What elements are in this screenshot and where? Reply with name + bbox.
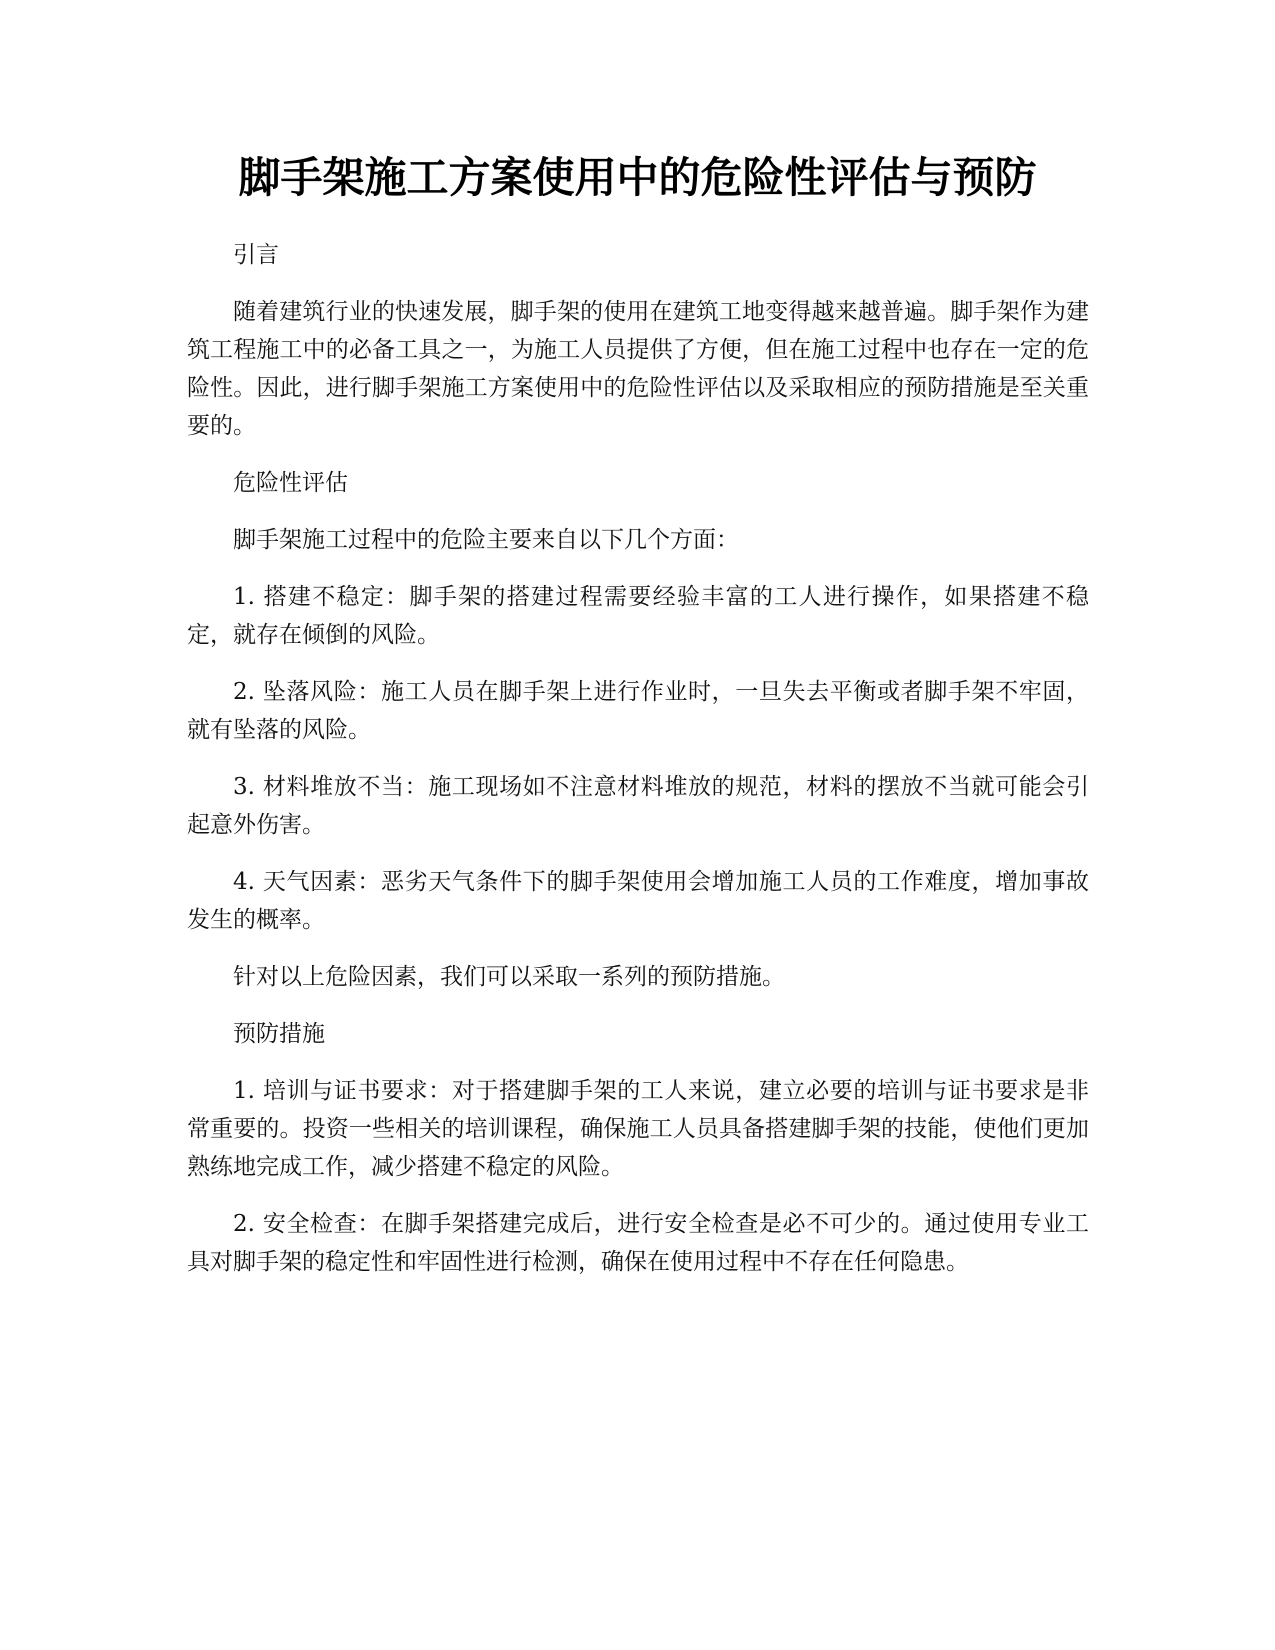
document-title: 脚手架施工方案使用中的危险性评估与预防	[238, 153, 1037, 202]
risk-item-1: 1. 搭建不稳定：脚手架的搭建过程需要经验丰富的工人进行操作，如果搭建不稳定，就存在倾倒的风险。	[187, 584, 1089, 648]
risk-item-2: 2. 坠落风险：施工人员在脚手架上进行作业时，一旦失去平衡或者脚手架不牢固，就有坠落的风险。	[187, 679, 1089, 743]
risk-item-3: 3. 材料堆放不当：施工现场如不注意材料堆放的规范，材料的摆放不当就可能会引起意外伤害。	[187, 774, 1089, 838]
paragraph-transition: 针对以上危险因素，我们可以采取一系列的预防措施。	[233, 964, 785, 990]
prevention-item-2: 2. 安全检查：在脚手架搭建完成后，进行安全检查是必不可少的。通过使用专业工具对脚手架的稳定性和牢固性进行检测，确保在使用过程中不存在任何隐患。	[187, 1211, 1089, 1275]
paragraph-introduction: 随着建筑行业的快速发展，脚手架的使用在建筑工地变得越来越普遍。脚手架作为建筑工程施工中的必备工具之一，为施工人员提供了方便，但在施工过程中也存在一定的危险性。因此，进行脚手架施工方案使用中的危险性评估以及采取相应的预防措施是至关重要的。	[187, 299, 1089, 439]
heading-risk-assessment: 危险性评估	[233, 470, 348, 496]
paragraph-risk-sources: 脚手架施工过程中的危险主要来自以下几个方面：	[233, 527, 739, 553]
heading-introduction: 引言	[233, 242, 279, 268]
risk-item-4: 4. 天气因素：恶劣天气条件下的脚手架使用会增加施工人员的工作难度，增加事故发生的概率。	[187, 869, 1089, 933]
document-body	[187, 236, 1089, 1300]
heading-prevention: 预防措施	[233, 1021, 325, 1047]
prevention-item-1: 1. 培训与证书要求：对于搭建脚手架的工人来说，建立必要的培训与证书要求是非常重要的。投资一些相关的培训课程，确保施工人员具备搭建脚手架的技能，使他们更加熟练地完成工作，减少搭建不稳定的风险。	[187, 1078, 1089, 1180]
